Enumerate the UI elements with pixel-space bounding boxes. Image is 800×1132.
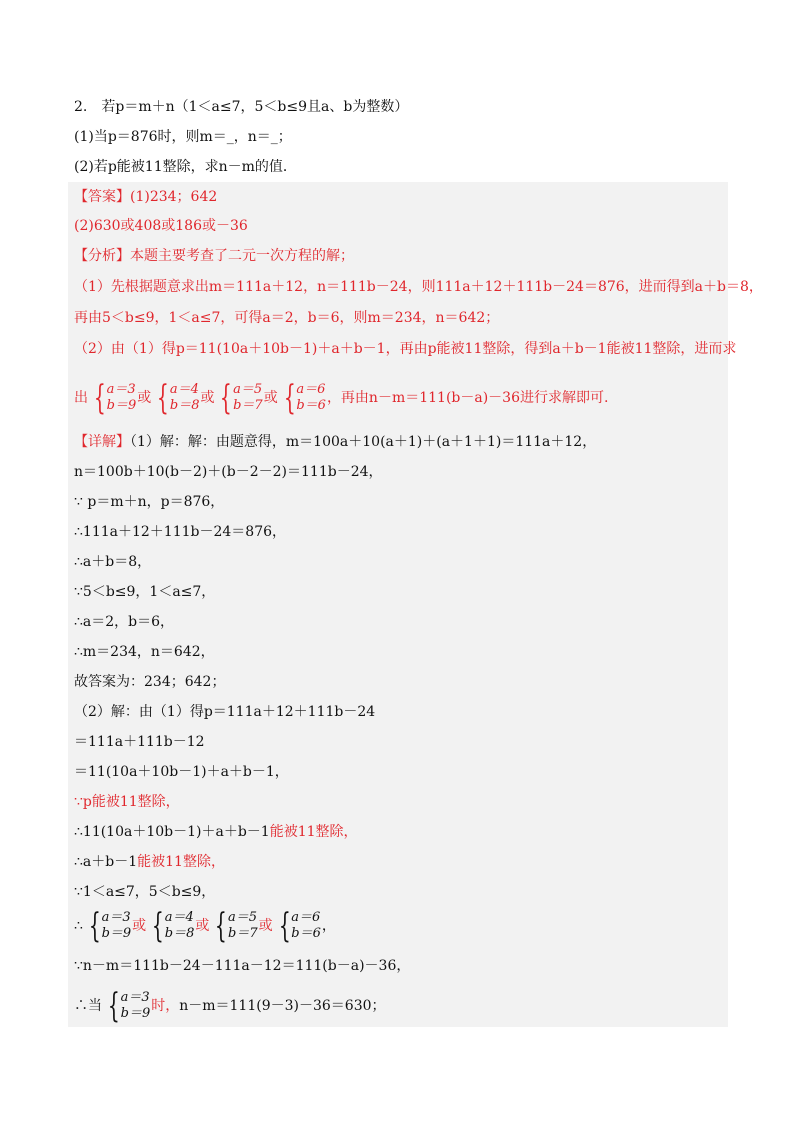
analysis-heading: 【分析】本题主要考查了二元一次方程的解； <box>74 248 354 264</box>
analysis-line-2: 再由5＜b≤9，1＜a≤7，可得a＝2，b＝6，则m＝234，n＝642； <box>74 310 500 326</box>
answer-line-2: (2)630或408或186或－36 <box>74 218 248 234</box>
text-suffix: ，再由n－m＝111(b－a)－36进行求解即可. <box>326 390 609 406</box>
question-title: 2. 若p＝m＋n（1＜a≤7，5＜b≤9且a、b为整数） <box>74 99 409 115</box>
equation-system: { a＝3 b＝9 <box>88 906 132 946</box>
detail-line-2: n＝100b＋10(b－2)＋(b－2－2)＝111b－24， <box>74 464 383 480</box>
equation-system: { a＝5 b＝7 <box>215 906 258 946</box>
question-part-2: (2)若p能被11整除，求n－m的值． <box>74 159 297 175</box>
detail-line-16: ∵1＜a≤7，5＜b≤9， <box>74 884 216 900</box>
answer-line-1: 【答案】(1)234；642 <box>74 189 218 205</box>
detail-line-4: ∴111a＋12＋111b－24＝876， <box>74 524 287 540</box>
detail-line-8: ∴m＝234，n＝642， <box>74 644 215 660</box>
detail-line-6: ∵5＜b≤9，1＜a≤7， <box>74 584 216 600</box>
equation-system: { a＝4 b＝8 <box>152 906 195 946</box>
equation-system: { a＝5 b＝7 <box>220 378 263 418</box>
detail-line-5: ∴a＋b＝8， <box>74 554 152 570</box>
detail-line-9: 故答案为：234；642； <box>74 674 226 690</box>
question-part-1: (1)当p＝876时，则m＝_，n＝_； <box>74 129 292 145</box>
detail-line-19: ∴当 { a＝3 b＝9 时， n－m＝111(9－3)－36＝630； <box>74 986 386 1026</box>
detail-line-15: ∴a＋b－1能被11整除， <box>74 854 225 870</box>
text-prefix: 出 <box>74 390 88 406</box>
equation-system: { a＝4 b＝8 <box>157 378 200 418</box>
detail-line-1: 【详解】（1）解：解：由题意得，m＝100a＋10(a＋1)＋(a＋1＋1)＝111a＋12， <box>74 434 597 450</box>
detail-line-17: ∴ { a＝3 b＝9 或 { a＝4 b＝8 或 { a＝5 b＝7 或 { a＝6 b＝6 ， <box>74 906 336 946</box>
detail-line-13: ∵p能被11整除， <box>74 794 180 810</box>
equation-system: { a＝6 b＝6 <box>278 906 321 946</box>
equation-system: { a＝3 b＝9 <box>93 378 137 418</box>
detail-line-12: ＝11(10a＋10b－1)＋a＋b－1， <box>74 764 289 780</box>
detail-line-7: ∴a＝2，b＝6， <box>74 614 175 630</box>
detail-line-3: ∵ p＝m＋n，p＝876， <box>74 494 225 510</box>
analysis-line-3: （2）由（1）得p＝11(10a＋10b－1)＋a＋b－1，再由p能被11整除，得到a＋b－1能被11整除，进而求 <box>74 341 737 357</box>
detail-line-14: ∴11(10a＋10b－1)＋a＋b－1能被11整除， <box>74 824 358 840</box>
detail-line-10: （2）解：由（1）得p＝111a＋12＋111b－24 <box>74 704 376 720</box>
equation-system: { a＝6 b＝6 <box>283 378 326 418</box>
analysis-line-4: 出 { a＝3 b＝9 或 { a＝4 b＝8 或 { a＝5 b＝7 或 { a＝6 b＝6 ，再由n－m＝111(b－a)－36进行求解即可. <box>74 378 609 418</box>
detail-line-11: ＝111a＋111b－12 <box>74 734 205 750</box>
equation-system: { a＝3 b＝9 <box>107 986 151 1026</box>
detail-line-18: ∵n－m＝111b－24－111a－12＝111(b－a)－36， <box>74 958 411 974</box>
analysis-line-1: （1）先根据题意求出m＝111a＋12，n＝111b－24，则111a＋12＋111b－24＝876，进而得到a＋b＝8， <box>74 279 763 295</box>
